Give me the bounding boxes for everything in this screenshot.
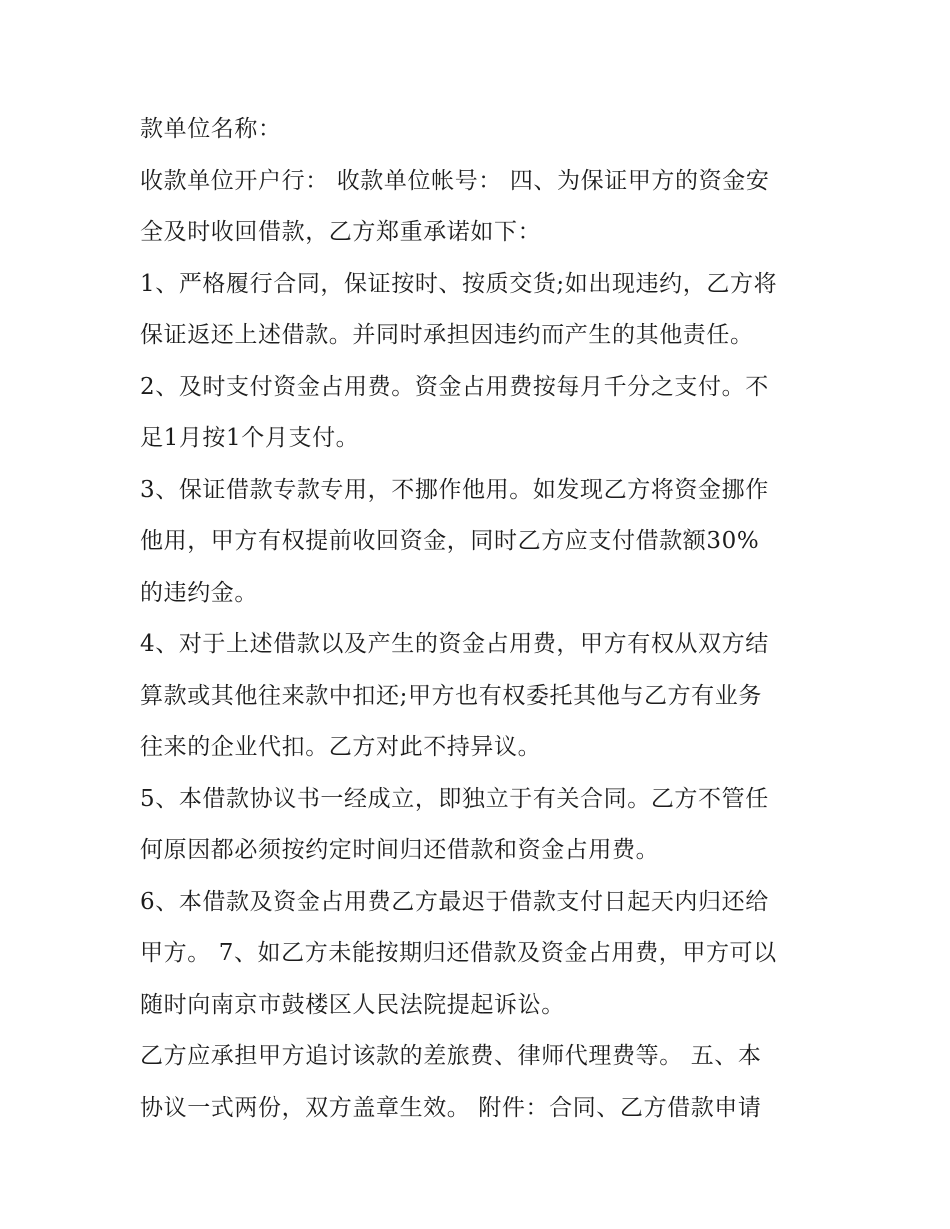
- text-line: 足1月按1个月支付。: [140, 425, 360, 451]
- text-line: 2、及时支付资金占用费。资金占用费按每月千分之支付。不: [140, 373, 769, 400]
- text-line: 随时向南京市鼓楼区人民法院提起诉讼。: [140, 991, 565, 1018]
- text-line: 收款单位开户行： 收款单位帐号： 四、为保证甲方的资金安: [140, 167, 770, 194]
- document-body: [140, 104, 820, 1134]
- text-line: 的违约金。: [140, 579, 258, 606]
- text-line: 6、本借款及资金占用费乙方最迟于借款支付日起天内归还给: [140, 888, 769, 915]
- text-line: 乙方应承担甲方追讨该款的差旅费、律师代理费等。 五、本: [140, 1043, 762, 1069]
- text-line: 款单位名称：: [140, 116, 282, 142]
- text-line: 往来的企业代扣。乙方对此不持异议。: [140, 734, 542, 760]
- text-line: 1、严格履行合同，保证按时、按质交货;如出现违约，乙方将: [140, 270, 778, 297]
- text-line: 算款或其他往来款中扣还;甲方也有权委托其他与乙方有业务: [140, 682, 762, 709]
- text-line: 4、对于上述借款以及产生的资金占用费，甲方有权从双方结: [140, 631, 769, 657]
- text-line: 他用，甲方有权提前收回资金，同时乙方应支付借款额30%: [140, 528, 760, 554]
- text-line: 何原因都必须按约定时间归还借款和资金占用费。: [140, 837, 660, 863]
- text-line: 5、本借款协议书一经成立，即独立于有关合同。乙方不管任: [140, 785, 769, 812]
- text-line: 保证返还上述借款。并同时承担因违约而产生的其他责任。: [140, 322, 754, 348]
- text-line: 全及时收回借款，乙方郑重承诺如下：: [140, 219, 542, 245]
- text-line: 协议一式两份，双方盖章生效。 附件：合同、乙方借款申请: [140, 1094, 762, 1121]
- text-line: 3、保证借款专款专用，不挪作他用。如发现乙方将资金挪作: [140, 476, 769, 503]
- text-line: 甲方。 7、如乙方未能按期归还借款及资金占用费，甲方可以: [140, 940, 777, 966]
